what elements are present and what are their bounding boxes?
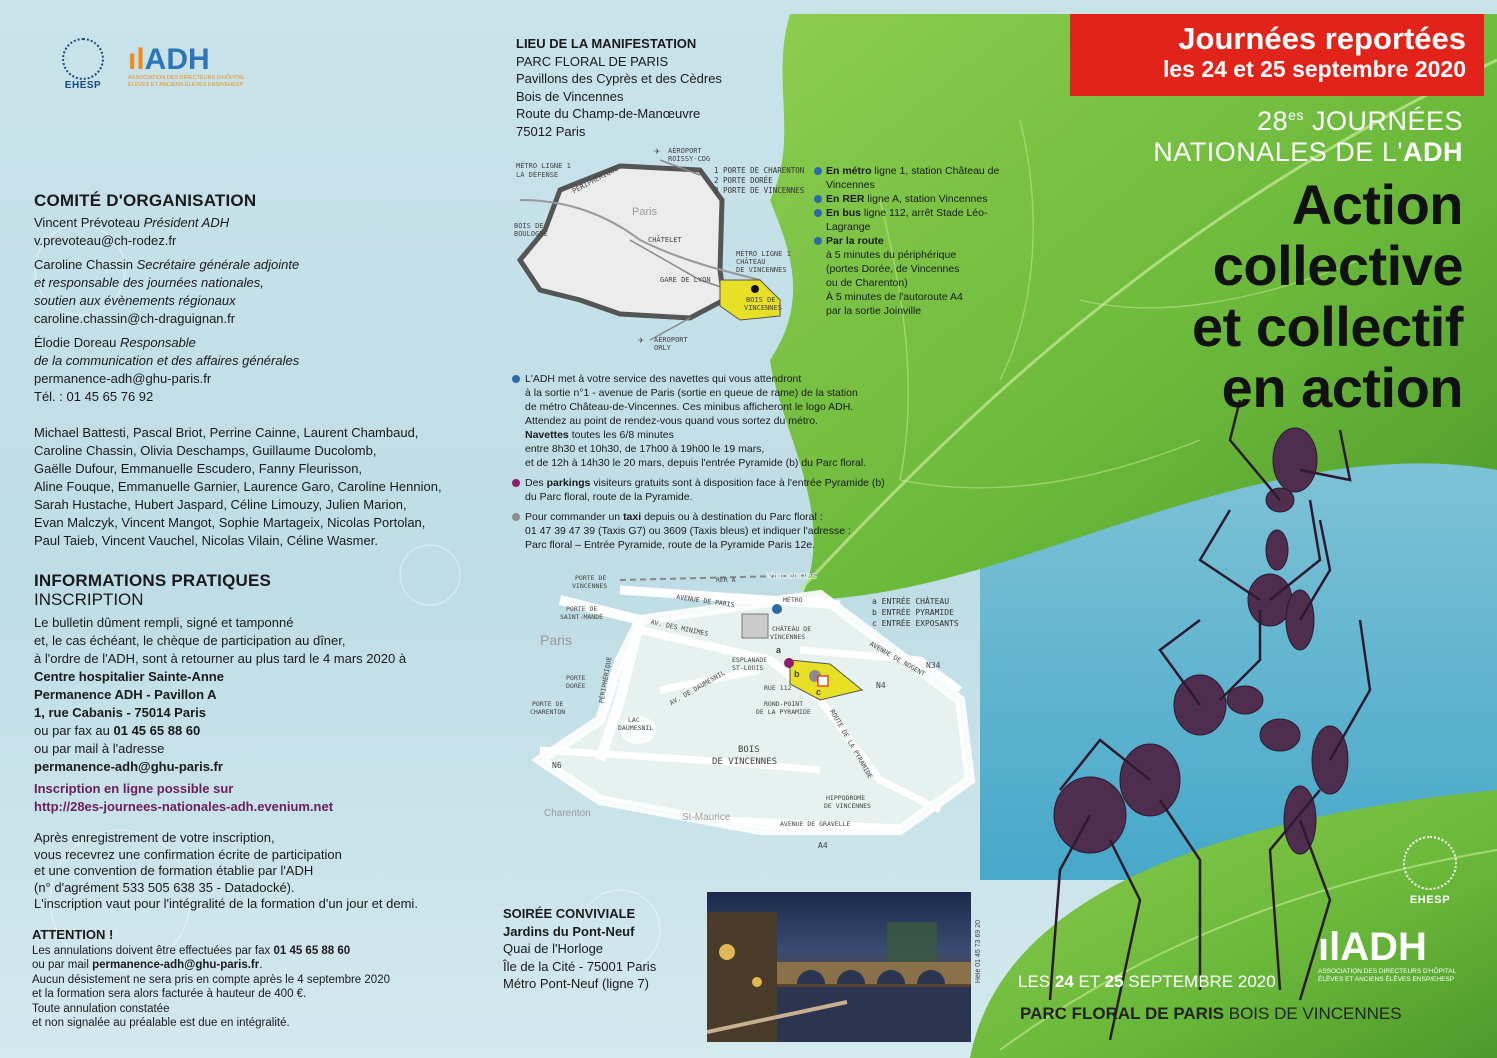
comite-member-1 [34, 214, 494, 250]
map-label: LAC [628, 716, 640, 724]
member-email[interactable]: permanence-adh@ghu-paris.fr [34, 371, 212, 386]
map-label: MÉTRO [783, 596, 803, 604]
map-label: N34 [926, 661, 941, 670]
ehesp-ring-icon [62, 38, 104, 80]
members-line: Evan Malczyk, Vincent Mangot, Sophie Martageix, Nicolas Portolan, [34, 515, 426, 530]
map-label: ROND-POINT [764, 700, 804, 708]
map-label: PÉRIPHÉRIQUE [597, 656, 614, 704]
transport-notes [512, 372, 932, 558]
comite-members-list [34, 424, 494, 550]
ehesp-logo-footer: EHESP [1398, 836, 1462, 906]
access-bus: En bus ligne 112, arrêt Stade Léo-Lagrange [814, 206, 1004, 234]
map-label: A4 [818, 841, 828, 850]
members-line: Paul Taieb, Vincent Vauchel, Nicolas Vilain, Céline Wasmer. [34, 533, 378, 548]
map-label: Paris [632, 206, 658, 218]
map-label: St-Maurice [682, 812, 731, 823]
map-label: PORTE DE [575, 574, 607, 582]
map-label: Charenton [544, 808, 591, 819]
map-label: DE VINCENNES [824, 802, 871, 810]
map-label: ESPLANADE [732, 656, 768, 664]
map-label: BOIS [738, 745, 760, 755]
ehesp-logo [60, 38, 106, 96]
contact-email[interactable]: permanence-adh@ghu-paris.fr [34, 759, 223, 774]
banner-line-1: Journées reportées [1178, 21, 1466, 56]
map-label: VINCENNES [744, 304, 782, 312]
ehesp-logo-text: EHESP [64, 80, 102, 91]
attention-heading: ATTENTION ! [32, 927, 114, 942]
soiree-heading: SOIRÉE CONVIVIALE [503, 906, 636, 921]
map-pin-b: b [794, 669, 800, 679]
bullet-icon [814, 167, 822, 175]
map-label: PÉRIPHÉRIQUE [571, 164, 620, 196]
bullet-icon [814, 237, 822, 245]
main-title: Action collective et collectif en action [1192, 173, 1463, 419]
bullet-icon [814, 195, 822, 203]
inscription-subheading: INSCRIPTION [34, 590, 144, 609]
header-logos [60, 38, 248, 96]
bullet-icon [814, 209, 822, 217]
map-label: DORÉE [566, 682, 586, 690]
pont-neuf-illustration [707, 892, 971, 1042]
map-label: DE LA PYRAMIDE [756, 708, 811, 716]
map-label: N6 [552, 761, 562, 770]
map-label: AÉROPORT [654, 336, 688, 344]
map-pin-c: c [816, 687, 822, 697]
map-label: VINCENNES [770, 633, 806, 641]
map-label: CHÂTEAU DE [772, 625, 812, 633]
adh-logo-footer: ılADH ASSOCIATION DES DIRECTEURS D'HÔPITAL ÉLÈVES ET ANCIENS ÉLÈVES ENSP/EHESP [1318, 925, 1457, 983]
mail-intro: ou par mail à l'adresse [34, 741, 165, 756]
map-pin-a: a [776, 645, 782, 655]
map-label: CHÂTELET [648, 236, 682, 244]
bullet-icon [512, 513, 520, 521]
member-phone: Tél. : 01 45 65 76 92 [34, 389, 154, 404]
map-label: BOIS DE [746, 296, 776, 304]
map-label: GARE DE LYON [660, 276, 711, 284]
members-line: Gaëlle Dufour, Emmanuelle Escudero, Fanny Fleurisson, [34, 461, 363, 476]
map-label: HIPPODROME [826, 794, 866, 802]
postal-address: Centre hospitalier Sainte-Anne Permanence ADH - Pavillon A 1, rue Cabanis - 75014 Paris [34, 669, 224, 720]
member-role: et responsable des journées nationales, [34, 275, 264, 290]
fax-number: 01 45 65 88 60 [113, 723, 201, 738]
lieu-block: LIEU DE LA MANIFESTATION PARC FLORAL DE PARIS Pavillons des Cyprès et des Cèdres Bois de Vincennes Route du Champ-de-Manœuvre 75012 Paris [516, 35, 846, 140]
map-label: PORTE DE [532, 700, 564, 708]
members-line: Sarah Hustache, Hubert Jaspard, Céline Limouzy, Julien Marion, [34, 497, 407, 512]
member-role: Responsable [120, 335, 196, 350]
members-line: Caroline Chassin, Olivia Deschamps, Guillaume Ducolomb, [34, 443, 377, 458]
lieu-heading: LIEU DE LA MANIFESTATION [516, 36, 697, 51]
access-metro: En métro ligne 1, station Château de Vincennes [814, 164, 1004, 192]
inscription-paragraph: Le bulletin dûment rempli, signé et tamponné et, le cas échéant, le chèque de participation au dîner, à l'ordre de l'ADH, sont à retourner au plus tard le 4 mars 2020 à [34, 615, 407, 666]
access-rer: En RER ligne A, station Vincennes [814, 192, 1004, 206]
map-label: AVENUE DE GRAVELLE [780, 820, 851, 828]
banner-line-2: les 24 et 25 septembre 2020 [1162, 56, 1466, 82]
ehesp-ring-icon [1403, 836, 1457, 890]
attention-block: ATTENTION ! Les annulations doivent être effectuées par fax 01 45 65 88 60 ou par mail permanence-adh@ghu-paris.fr. Aucun désistement ne sera pris en compte après le 4 septembre 2020 et la formation sera alors facturée à hauteur de 400 €. Toute annulation constatée et non signalée au préalable est due en intégralité. [32, 928, 492, 1031]
map-label: RER A [716, 576, 736, 584]
photo-credit: Hélé 01 45 73 69 20 [975, 920, 982, 984]
members-line: Michael Battesti, Pascal Briot, Perrine Cainne, Laurent Chambaud, [34, 425, 419, 440]
event-dates: LES 24 ET 25 SEPTEMBRE 2020 [1018, 972, 1276, 991]
member-role: Secrétaire générale adjointe [136, 257, 300, 272]
member-name: Caroline Chassin [34, 257, 133, 272]
note-taxi: Pour commander un taxi depuis ou à destination du Parc floral : 01 47 39 47 39 (Taxis G7) ou 3609 (Taxis bleus) et indiquer l'adresse : Parc floral – Entrée Pyramide, route de la Pyramide Paris 12e. [512, 510, 932, 552]
postponed-banner [1070, 14, 1484, 96]
member-name: Vincent Prévoteau [34, 215, 140, 230]
access-list [814, 164, 1004, 318]
map-label: CHÂTEAU [736, 258, 766, 266]
map-label: ORLY [654, 344, 671, 352]
online-registration-label: Inscription en ligne possible sur [34, 781, 234, 796]
soiree-block: SOIRÉE CONVIVIALE Jardins du Pont-Neuf Quai de l'Horloge Île de la Cité - 75001 Paris Métro Pont-Neuf (ligne 7) [503, 905, 703, 993]
map-label: DE VINCENNES [736, 266, 787, 274]
map-label: AV. DES MINIMES [649, 617, 709, 639]
member-role: de la communication et des affaires générales [34, 353, 300, 368]
infos-heading: INFORMATIONS PRATIQUES [34, 571, 272, 590]
member-role: Président ADH [143, 215, 230, 230]
map-label: CHARENTON [530, 708, 566, 716]
adh-logo-subtitle: ASSOCIATION DES DIRECTEURS D'HÔPITAL ÉLÈVES ET ANCIENS ÉLÈVES ENSP/EHESP [128, 75, 245, 88]
adh-logo [128, 45, 248, 89]
map-label: AVENUE DE PARIS [675, 592, 735, 610]
map-label: BOULOGNE [514, 230, 548, 238]
portes-legend: 1 PORTE DE CHARENTON 2 PORTE DORÉE 3 PORTE DE VINCENNES [714, 166, 805, 195]
map-label: BOIS DE [514, 222, 544, 230]
member-role: soutien aux évènements régionaux [34, 293, 236, 308]
note-parkings: Des parkings visiteurs gratuits sont à disposition face à l'entrée Pyramide (b) du Parc floral, route de la Pyramide. [512, 476, 932, 504]
pont-neuf-photo [707, 892, 971, 1042]
map-label: ST-LOUIS [732, 664, 764, 672]
map-label: AV. DE DAUMESNIL [668, 668, 727, 708]
map-label: ROUTE DE LA PYRAMIDE [828, 708, 875, 780]
map-label: VINCENNES [572, 582, 608, 590]
map-label: RUE 112 [764, 684, 792, 692]
member-email[interactable]: v.prevoteau@ch-rodez.fr [34, 233, 177, 248]
map-label: Vincennes [766, 570, 818, 582]
map-label: PORTE DE [566, 605, 598, 613]
left-column [34, 192, 494, 913]
entrances-legend: a ENTRÉE CHÂTEAU b ENTRÉE PYRAMIDE c ENTRÉE EXPOSANTS [872, 597, 959, 628]
comite-member-3 [34, 334, 494, 406]
map-label: MÉTRO LIGNE 1 [736, 250, 791, 258]
map-label: Paris [540, 632, 572, 648]
map-label: DE VINCENNES [712, 757, 778, 767]
map-label: AÉROPORT ROISSY-CDG [668, 147, 711, 163]
comite-heading: COMITÉ D'ORGANISATION [34, 191, 257, 210]
adh-logo-text: ADH [144, 43, 210, 76]
plane-icon: ✈ [638, 335, 645, 346]
member-email[interactable]: caroline.chassin@ch-draguignan.fr [34, 311, 236, 326]
plane-icon: ✈ [654, 146, 661, 157]
bullet-icon [512, 479, 520, 487]
soiree-venue: Jardins du Pont-Neuf [503, 923, 635, 939]
member-name: Élodie Doreau [34, 335, 117, 350]
online-registration-link[interactable]: http://28es-journees-nationales-adh.evenium.net [34, 799, 334, 814]
map-label: AVENUE DE NOGENT [868, 639, 927, 679]
map-label: LA DÉFENSE [516, 171, 559, 179]
map-label: MÉTRO LIGNE 1 [516, 162, 571, 170]
event-venue: PARC FLORAL DE PARIS BOIS DE VINCENNES [1020, 1004, 1402, 1023]
event-edition: $28^{es}$ JOURNÉES NATIONALES DE L'ADH [1153, 106, 1463, 167]
note-navettes: L'ADH met à votre service des navettes qui vous attendront à la sortie n°1 - avenue de Paris (sortie en queue de rame) de la station de métro Château-de-Vincennes. Ces minibus afficheront le logo ADH. Attendez au point de rendez-vous quand vous sortez du métro. Navettes toutes les 6/8 minutes entre 8h30 et 10h30, de 17h00 à 19h00 le 19 mars, et de 12h à 14h30 le 20 mars, depuis l'entrée Pyramide (b) du Parc floral. [512, 372, 932, 470]
bullet-icon [512, 375, 520, 383]
map-label: DAUMESNIL [618, 724, 654, 732]
adh-leaf-icon: ıl [1318, 925, 1341, 969]
comite-member-2 [34, 256, 494, 328]
map-label: PORTE [566, 674, 586, 682]
access-route: Par la route à 5 minutes du périphérique (portes Dorée, de Vincennes ou de Charenton) À 5 minutes de l'autoroute A4 par la sortie Joinville [814, 234, 1004, 318]
confirmation-paragraph: Après enregistrement de votre inscription, vous recevrez une confirmation écrite de participation et une convention de formation établie par l'ADH (n° d'agrément 533 505 638 35 - Datadocké). L'inscription vaut pour l'intégralité de la formation d'un jour et demi. [34, 830, 418, 911]
members-line: Aline Fouque, Emmanuelle Garnier, Laurence Garo, Caroline Hennion, [34, 479, 442, 494]
map-label: SAINT-MANDÉ [560, 613, 604, 621]
adh-leaf-icon: ıl [128, 43, 145, 76]
map-label: N4 [876, 681, 886, 690]
fax-line: ou par fax au 01 45 65 88 60 [34, 723, 201, 738]
